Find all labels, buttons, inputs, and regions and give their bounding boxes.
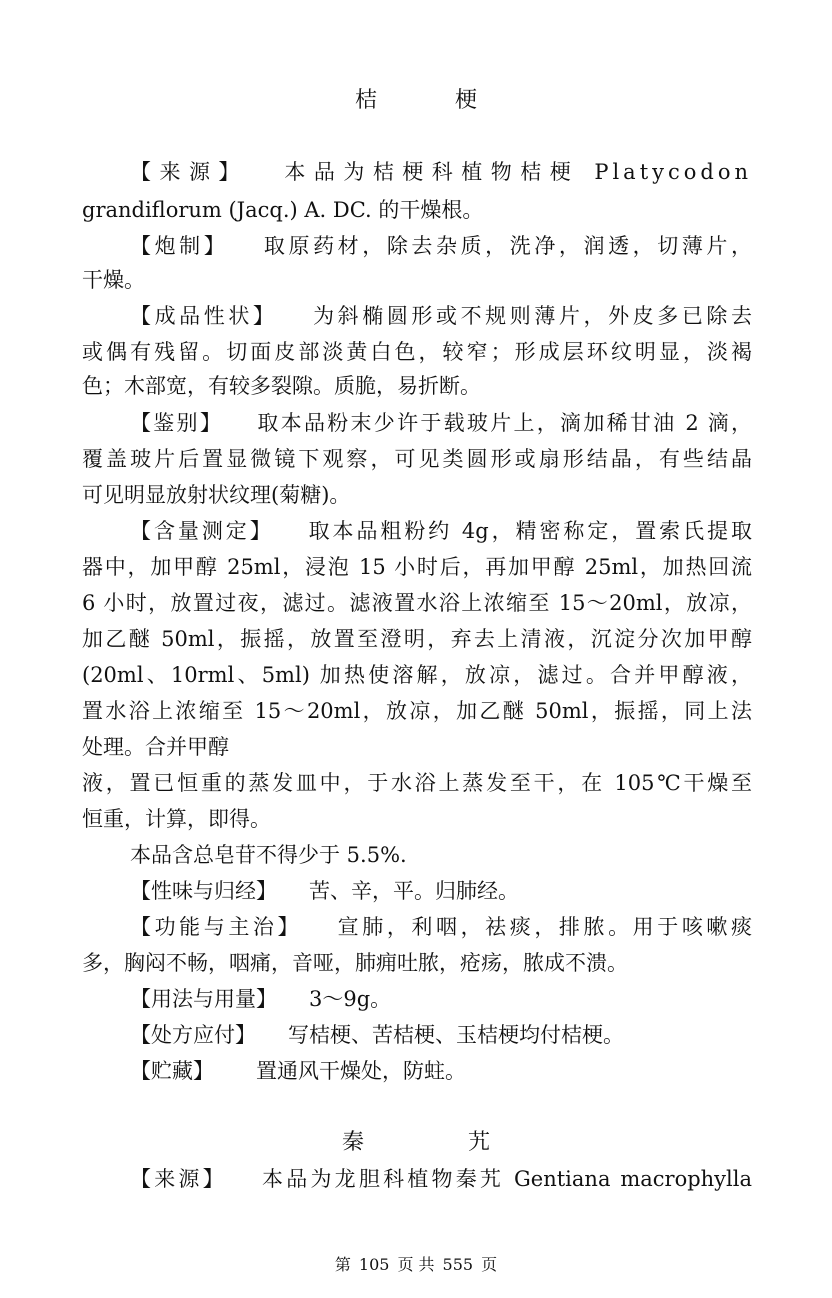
section-title-jiegeng	[0, 86, 832, 116]
traits-line-1	[130, 301, 752, 331]
source-line-2: grandiflorum (Jacq.) A. DC. 的干燥根。	[82, 198, 484, 222]
footer-total-pages: 555	[442, 1255, 474, 1274]
dosage-label: 【用法与用量】	[130, 987, 277, 1011]
assay-line-7: 处理。合并甲醇	[82, 735, 229, 759]
function-label: 【功能与主治】	[130, 915, 303, 939]
page-footer	[0, 1254, 832, 1276]
assay-text-1: 取本品粗粉约 4g，精密称定，置索氏提取	[305, 519, 753, 543]
assay-line-9: 恒重，计算，即得。	[82, 807, 271, 831]
process-line-1	[130, 231, 752, 261]
traits-line-2: 或偶有残留。切面皮部淡黄白色，较窄；形成层环纹明显，淡褐	[82, 340, 752, 364]
nature-line-1	[130, 876, 752, 906]
qinjiao-source-text-1: 本品为龙胆科植物秦艽 Gentiana macrophylla	[258, 1167, 753, 1191]
prescription-label: 【处方应付】	[130, 1023, 256, 1047]
footer-page-label: 第	[334, 1255, 351, 1274]
traits-text-1: 为斜椭圆形或不规则薄片，外皮多已除去	[309, 304, 752, 328]
dosage-line-1	[130, 984, 752, 1014]
assay-line-2: 器中，加甲醇 25ml，浸泡 15 小时后，再加甲醇 25ml，加热回流	[82, 555, 752, 579]
identify-text-1: 取本品粉末少许于载玻片上，滴加稀甘油 2 滴，	[255, 411, 752, 435]
identify-line-2: 覆盖玻片后置显微镜下观察，可见类圆形或扇形结晶，有些结晶	[82, 447, 752, 471]
process-line-2: 干燥。	[82, 268, 145, 292]
traits-line-3: 色；木部宽，有较多裂隙。质脆，易折断。	[82, 374, 481, 398]
dosage-text-1: 3～9g。	[309, 987, 392, 1011]
assay-line-5: (20ml、10rml、5ml) 加热使溶解，放凉，滤过。合并甲醇液，	[82, 663, 752, 687]
identify-label: 【鉴别】	[130, 411, 224, 435]
storage-text-1: 置通风干燥处，防蛀。	[256, 1059, 466, 1083]
footer-page-suffix: 页	[481, 1255, 498, 1274]
footer-page-mid: 页 共	[397, 1255, 435, 1274]
qinjiao-source-label: 【来源】	[130, 1167, 227, 1191]
process-label: 【炮制】	[130, 234, 229, 258]
section-title-qinjiao	[0, 1128, 832, 1158]
function-line-2: 多，胸闷不畅，咽痛，音哑，肺痈吐脓，疮疡，脓成不溃。	[82, 951, 628, 975]
identify-line-3: 可见明显放射状纹理(菊糖)。	[82, 483, 351, 507]
prescription-text-1: 写桔梗、苦桔梗、玉桔梗均付桔梗。	[288, 1023, 624, 1047]
assay-label: 【含量测定】	[130, 519, 274, 543]
assay-line-10: 本品含总皂苷不得少于 5.5%.	[130, 843, 407, 867]
identify-line-1	[130, 408, 752, 438]
assay-line-4: 加乙醚 50ml，振摇，放置至澄明，弃去上清液，沉淀分次加甲醇	[82, 627, 752, 651]
process-text-1: 取原药材，除去杂质，洗净，润透，切薄片，	[260, 234, 753, 258]
nature-label: 【性味与归经】	[130, 879, 277, 903]
assay-line-6: 置水浴上浓缩至 15～20ml，放凉，加乙醚 50ml，振摇，同上法	[82, 699, 752, 723]
storage-line-1	[130, 1056, 752, 1086]
title-text: 桔 梗	[354, 88, 505, 113]
nature-text-1: 苦、辛，平。归肺经。	[309, 879, 519, 903]
assay-line-8: 液，置已恒重的蒸发皿中，于水浴上蒸发至干，在 105℃干燥至	[82, 771, 752, 795]
source-text-1: 本品为桔梗科植物桔梗 Platycodon	[279, 160, 753, 184]
title-text: 秦 艽	[341, 1130, 510, 1155]
source-label: 【来源】	[130, 160, 248, 184]
footer-page-number: 105	[358, 1255, 390, 1274]
source-line-1	[130, 157, 752, 187]
qinjiao-source-line-1	[130, 1164, 752, 1194]
storage-label: 【贮藏】	[130, 1059, 214, 1083]
function-text-1: 宣肺，利咽，祛痰，排脓。用于咳嗽痰	[334, 915, 753, 939]
assay-line-3: 6 小时，放置过夜，滤过。滤液置水浴上浓缩至 15～20ml，放凉，	[82, 591, 752, 615]
traits-label: 【成品性状】	[130, 304, 278, 328]
function-line-1	[130, 912, 752, 942]
assay-line-1	[130, 516, 752, 546]
prescription-line-1	[130, 1020, 752, 1050]
